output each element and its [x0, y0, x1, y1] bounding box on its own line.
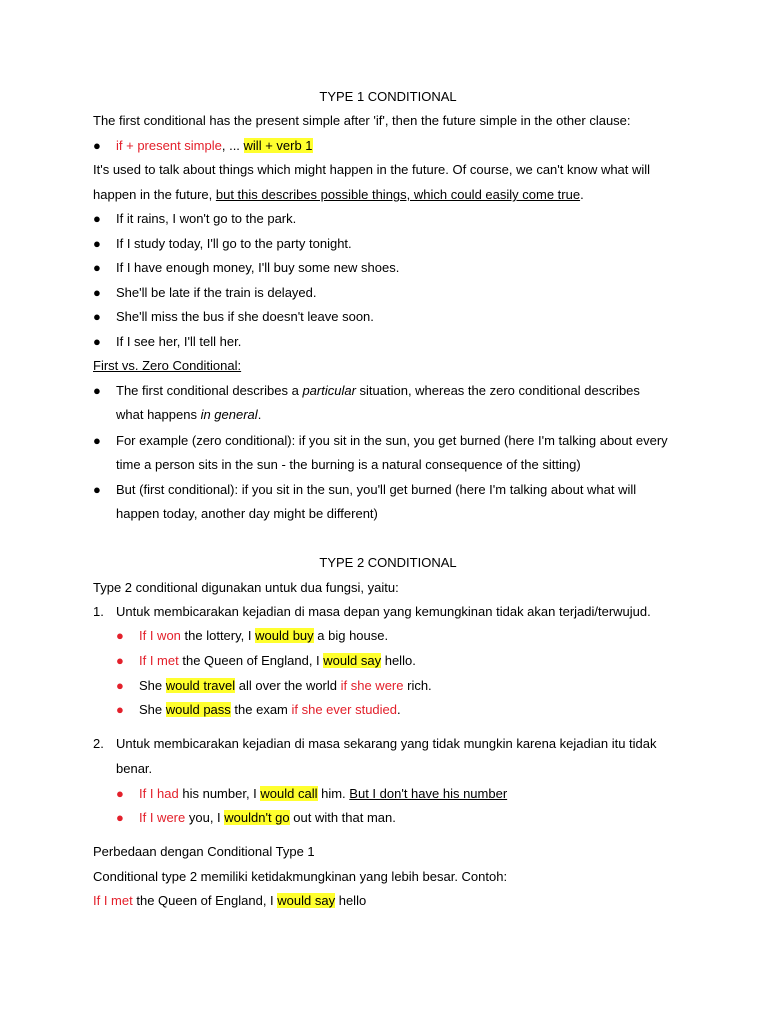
- vs-item-line: For example (zero conditional): if you sit in the sun, you get burned (here I'm talking about every: [116, 433, 668, 448]
- usage-text: .: [580, 187, 584, 202]
- type1-usage-line1: [93, 161, 650, 178]
- type1-example: If I study today, I'll go to the party tonight.: [116, 236, 352, 251]
- func2-number: 2.: [93, 736, 104, 751]
- type1-example: If I have enough money, I'll buy some new shoes.: [116, 260, 400, 275]
- would-clause: wouldn't go: [224, 810, 290, 825]
- usage-text: . Of course, we can't know what will: [445, 162, 651, 177]
- plain-text: hello: [335, 893, 367, 908]
- func1-example: [139, 652, 416, 669]
- bullet-icon: ●: [93, 482, 101, 497]
- if-clause: If I were: [139, 810, 186, 825]
- func1-example: [139, 677, 432, 694]
- bullet-icon: ●: [93, 236, 101, 251]
- func1-example: [139, 701, 401, 718]
- bullet-icon: ●: [93, 211, 101, 226]
- if-clause: If I met: [93, 893, 133, 908]
- plain-text: rich.: [403, 678, 432, 693]
- plain-text: the Queen of England, I: [178, 653, 324, 668]
- plain-text: out with that man.: [289, 810, 396, 825]
- func1-text: Untuk membicarakan kejadian di masa depan yang kemungkinan tidak akan terjadi/terwujud.: [116, 604, 651, 619]
- if-clause: if she ever studied: [291, 702, 398, 717]
- type1-example: If I see her, I'll tell her.: [116, 334, 242, 349]
- document-page: [93, 0, 683, 1024]
- diff-heading: Perbedaan dengan Conditional Type 1: [93, 844, 315, 859]
- vs-item-line: happen today, another day might be different): [116, 506, 378, 521]
- vs-text: what happens: [116, 407, 201, 422]
- vs-item-line: [116, 406, 261, 423]
- bullet-icon: ●: [93, 138, 101, 153]
- bullet-icon: ●: [116, 628, 124, 643]
- would-clause: would call: [260, 786, 318, 801]
- type2-heading: TYPE 2 CONDITIONAL: [319, 555, 457, 570]
- would-clause: would say: [323, 653, 382, 668]
- vs-item-line: [116, 382, 640, 399]
- would-clause: would travel: [165, 678, 236, 693]
- plain-text: all over the world: [235, 678, 341, 693]
- plain-text: She: [139, 702, 166, 717]
- vs-italic: particular: [302, 383, 356, 398]
- if-clause: if she were: [340, 678, 404, 693]
- vs-text: The first conditional describes a: [116, 383, 303, 398]
- vs-text: situation, whereas the zero conditional describes: [355, 383, 640, 398]
- func2-example: [139, 809, 396, 826]
- bullet-icon: ●: [93, 260, 101, 275]
- plain-text: the lottery, I: [180, 628, 256, 643]
- plain-text: him.: [317, 786, 350, 801]
- func1-example: [139, 627, 388, 644]
- diff-example: [93, 892, 366, 909]
- vs-item-line: time a person sits in the sun - the burning is a natural consequence of the sitting): [116, 457, 581, 472]
- bullet-icon: ●: [93, 383, 101, 398]
- vs-italic: in general: [200, 407, 258, 422]
- usage-emph: might happen in the future: [294, 162, 446, 177]
- type2-intro: Type 2 conditional digunakan untuk dua fungsi, yaitu:: [93, 580, 399, 595]
- usage-text: happen in the future,: [93, 187, 216, 202]
- bullet-icon: ●: [116, 810, 124, 825]
- type1-example: If it rains, I won't go to the park.: [116, 211, 297, 226]
- bullet-icon: ●: [93, 433, 101, 448]
- bullet-icon: ●: [116, 678, 124, 693]
- formula-sep: , ...: [221, 138, 244, 153]
- plain-text: you, I: [185, 810, 225, 825]
- if-clause: If I met: [139, 653, 179, 668]
- vs-heading: First vs. Zero Conditional:: [93, 358, 242, 373]
- type1-intro: The first conditional has the present simple after 'if', then the future simple in the other clause:: [93, 113, 631, 128]
- bullet-icon: ●: [93, 334, 101, 349]
- type1-example: She'll miss the bus if she doesn't leave soon.: [116, 309, 374, 324]
- bullet-icon: ●: [93, 309, 101, 324]
- func2-text: Untuk membicarakan kejadian di masa sekarang yang tidak mungkin karena kejadian itu tidak: [116, 736, 657, 751]
- plain-text: the exam: [230, 702, 292, 717]
- would-clause: would pass: [165, 702, 231, 717]
- plain-text: the Queen of England, I: [132, 893, 278, 908]
- plain-text: a big house.: [313, 628, 389, 643]
- plain-text: .: [397, 702, 401, 717]
- vs-text: .: [257, 407, 262, 422]
- usage-underlined: but this describes possible things, which could easily come true: [215, 187, 581, 202]
- bullet-icon: ●: [116, 702, 124, 717]
- func1-number: 1.: [93, 604, 104, 619]
- vs-item-line: But (first conditional): if you sit in the sun, you'll get burned (here I'm talking about what will: [116, 482, 637, 497]
- if-clause: If I had: [139, 786, 179, 801]
- would-clause: would say: [277, 893, 336, 908]
- plain-text: hello.: [381, 653, 416, 668]
- plain-text: She: [139, 678, 166, 693]
- type1-example: She'll be late if the train is delayed.: [116, 285, 317, 300]
- underlined-note: But I don't have his number: [349, 786, 508, 801]
- diff-text: Conditional type 2 memiliki ketidakmungkinan yang lebih besar. Contoh:: [93, 869, 508, 884]
- usage-text: It's used to talk about things which: [93, 162, 295, 177]
- func2-example: [139, 785, 507, 802]
- if-clause: If I won: [139, 628, 181, 643]
- plain-text: his number, I: [178, 786, 261, 801]
- formula-will-part: will + verb 1: [243, 138, 313, 153]
- bullet-icon: ●: [116, 786, 124, 801]
- func2-text: benar.: [116, 761, 153, 776]
- type1-formula: [116, 137, 313, 154]
- formula-if-part: if + present simple: [116, 138, 222, 153]
- bullet-icon: ●: [93, 285, 101, 300]
- bullet-icon: ●: [116, 653, 124, 668]
- would-clause: would buy: [255, 628, 314, 643]
- type1-heading: TYPE 1 CONDITIONAL: [319, 89, 457, 104]
- type1-usage-line2: [93, 186, 584, 203]
